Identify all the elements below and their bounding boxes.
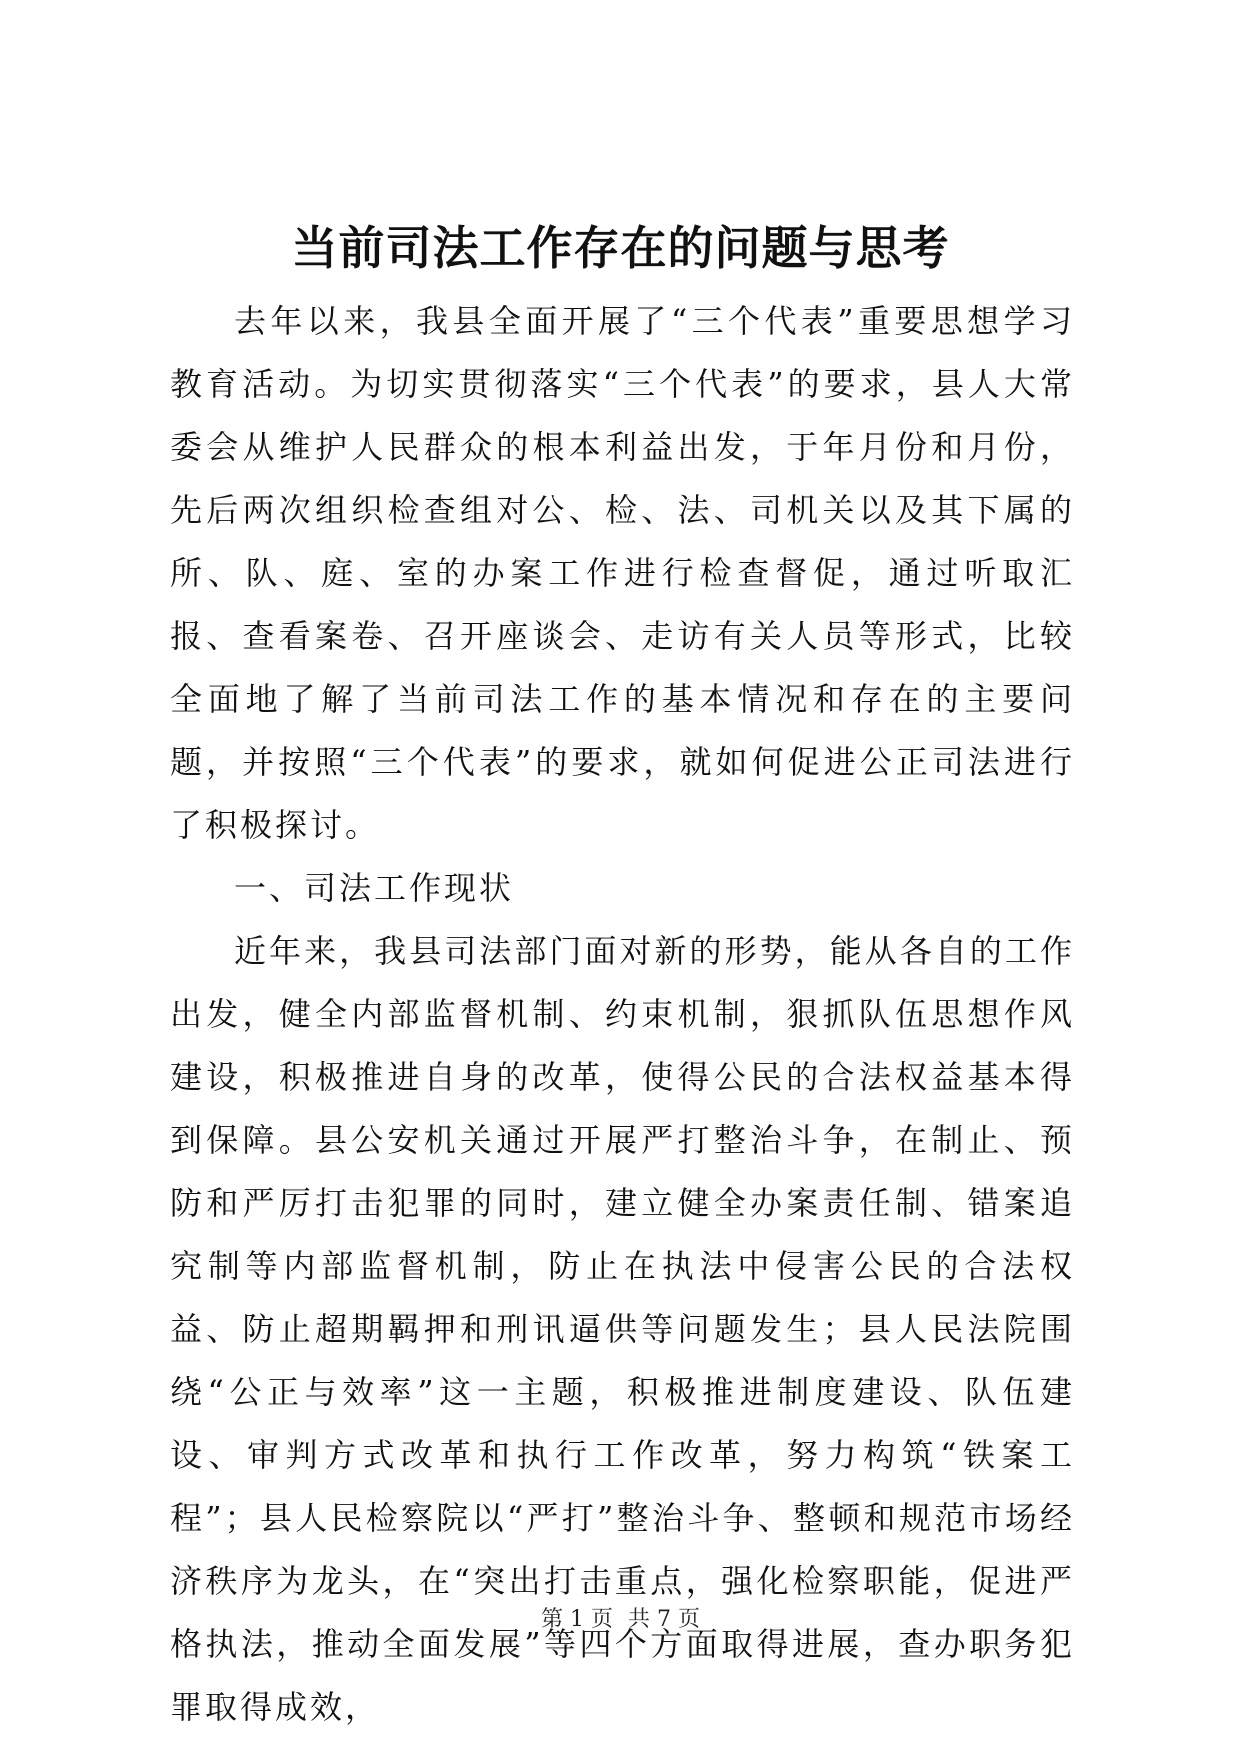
section-heading: 一、司法工作现状 (234, 869, 515, 907)
paragraph-intro: 去年以来，我县全面开展了“三个代表”重要思想学习教育活动。为切实贯彻落实“三个代表”的要求，县人大常委会从维护人民群众的根本利益出发，于年月份和月份，先后两次组织检查组对公、检、法、司机关以及其下属的所、队、庭、室的办案工作进行检查督促，通过听取汇报、查看案卷、召开座谈会、走访有关人员等形式，比较全面地了解了当前司法工作的基本情况和存在的主要问题，并按照“三个代表”的要求，就如何促进公正司法进行了积极探讨。 (170, 302, 1075, 844)
page-footer (0, 1605, 1241, 1635)
page-total: 共 7 页 (628, 1607, 700, 1632)
document-body (170, 290, 1075, 1739)
paragraph-status: 近年来，我县司法部门面对新的形势，能从各自的工作出发，健全内部监督机制、约束机制，狠抓队伍思想作风建设，积极推进自身的改革，使得公民的合法权益基本得到保障。县公安机关通过开展严打整治斗争，在制止、预防和严厉打击犯罪的同时，建立健全办案责任制、错案追究制等内部监督机制，防止在执法中侵害公民的合法权益、防止超期羁押和刑讯逼供等问题发生；县人民法院围绕“公正与效率”这一主题，积极推进制度建设、队伍建设、审判方式改革和执行工作改革，努力构筑“铁案工程”；县人民检察院以“严打”整治斗争、整顿和规范市场经济秩序为龙头，在“突出打击重点，强化检察职能，促进严格执法，推动全面发展”等四个方面取得进展，查办职务犯罪取得成效， (170, 932, 1075, 1726)
page-number: 第 1 页 (541, 1607, 613, 1632)
document-title: 当前司法工作存在的问题与思考 (291, 221, 950, 275)
